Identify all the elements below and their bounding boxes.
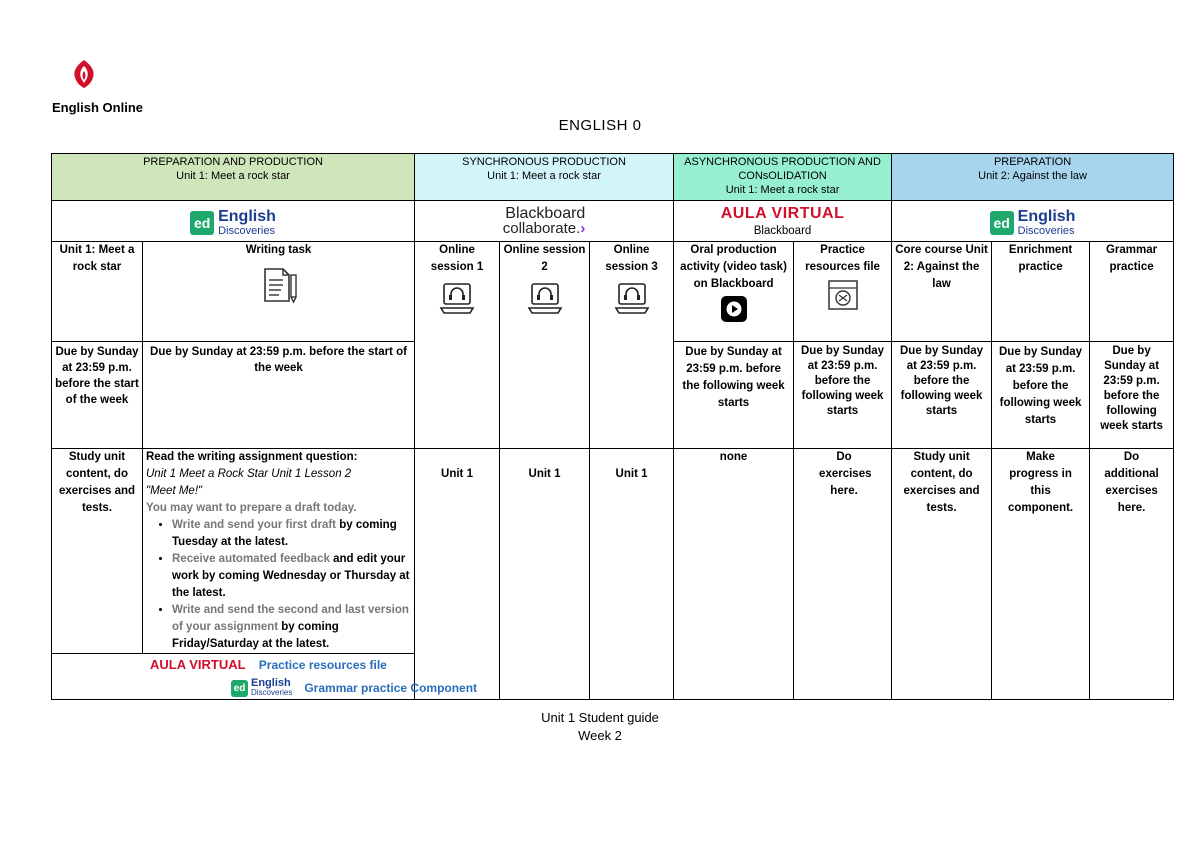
col-header-practice-resources: Practice resources file <box>794 242 892 342</box>
aula-virtual-logo-small: AULA VIRTUAL <box>150 657 246 672</box>
ed-logo-small-icon: ed <box>231 680 248 697</box>
task-oral-production: none <box>674 449 794 700</box>
due-writing-task: Due by Sunday at 23:59 p.m. before the start of the week <box>143 342 415 449</box>
task-session-2: Unit 1 <box>500 449 590 700</box>
org-name: English Online <box>52 100 144 115</box>
task-core-course: Study unit content, do exercises and tests. <box>892 449 992 700</box>
page-title: ENGLISH 0 <box>558 117 642 134</box>
section-header-preparation: PREPARATION Unit 2: Against the law <box>892 154 1174 201</box>
links-cell: AULA VIRTUAL Practice resources file ed English Discoveries Grammar practice Component <box>52 654 415 700</box>
col-header-unit: Unit 1: Meet a rock star <box>52 242 143 342</box>
grammar-practice-link[interactable]: Grammar practice Component <box>304 680 478 695</box>
col-header-online-session-3: Online session 3 <box>590 242 674 449</box>
due-enrichment: Due by Sunday at 23:59 p.m. before the following week starts <box>992 342 1090 449</box>
schedule-table <box>51 153 1174 700</box>
task-unit: Study unit content, do exercises and tests. <box>52 449 143 654</box>
col-header-writing-task: Writing task <box>143 242 415 342</box>
online-session-headset-icon <box>527 282 563 316</box>
practice-resources-link[interactable]: Practice resources file <box>258 658 387 672</box>
video-play-icon[interactable] <box>721 296 747 322</box>
online-session-headset-icon <box>439 282 475 316</box>
col-header-core-course: Core course Unit 2: Against the law <box>892 242 992 342</box>
resources-file-icon[interactable] <box>826 278 860 312</box>
writing-task-icon <box>259 265 299 305</box>
due-practice-resources: Due by Sunday at 23:59 p.m. before the following week starts <box>794 342 892 449</box>
col-header-enrichment: Enrichment practice <box>992 242 1090 342</box>
col-header-online-session-1: Online session 1 <box>415 242 500 449</box>
task-practice-resources: Do exercises here. <box>794 449 892 700</box>
due-grammar: Due by Sunday at 23:59 p.m. before the following week starts <box>1090 342 1174 449</box>
col-header-grammar: Grammar practice <box>1090 242 1174 342</box>
task-session-1: Unit 1 <box>415 449 500 700</box>
footer-guide: Unit 1 Student guide <box>541 710 659 725</box>
task-grammar: Do additional exercises here. <box>1090 449 1174 700</box>
due-unit: Due by Sunday at 23:59 p.m. before the start of the week <box>52 342 143 449</box>
task-writing: Read the writing assignment question: Unit 1 Meet a Rock Star Unit 1 Lesson 2 "Meet Me!" You may want to prepare a draft today. • Write and send your first draft by coming Tuesday at the latest. • Receive automated feedback and edit your work by coming Wednesday or Thursday at the latest. • Write and send the second and last version of your assignment by coming Friday/Saturday at the latest. <box>143 449 415 654</box>
university-logo-icon <box>66 56 102 92</box>
section-header-asynchronous: ASYNCHRONOUS PRODUCTION AND CONsOLIDATION Unit 1: Meet a rock star <box>674 154 892 201</box>
footer-week: Week 2 <box>578 728 622 743</box>
due-core-course: Due by Sunday at 23:59 p.m. before the following week starts <box>892 342 992 449</box>
section-header-preparation-production: PREPARATION AND PRODUCTION Unit 1: Meet a rock star <box>52 154 415 201</box>
online-session-headset-icon <box>614 282 650 316</box>
english-discoveries-logo-2: ed English Discoveries <box>892 201 1174 242</box>
english-discoveries-logo: ed English Discoveries <box>52 201 415 242</box>
section-header-synchronous: SYNCHRONOUS PRODUCTION Unit 1: Meet a rock star <box>415 154 674 201</box>
due-oral-production: Due by Sunday at 23:59 p.m. before the following week starts <box>674 342 794 449</box>
col-header-oral-production: Oral production activity (video task) on Blackboard <box>674 242 794 342</box>
blackboard-collaborate-logo: Blackboard collaborate.› <box>415 201 674 242</box>
task-session-3: Unit 1 <box>590 449 674 700</box>
task-enrichment: Make progress in this component. <box>992 449 1090 700</box>
col-header-online-session-2: Online session 2 <box>500 242 590 449</box>
aula-virtual-logo: AULA VIRTUAL Blackboard <box>674 201 892 242</box>
